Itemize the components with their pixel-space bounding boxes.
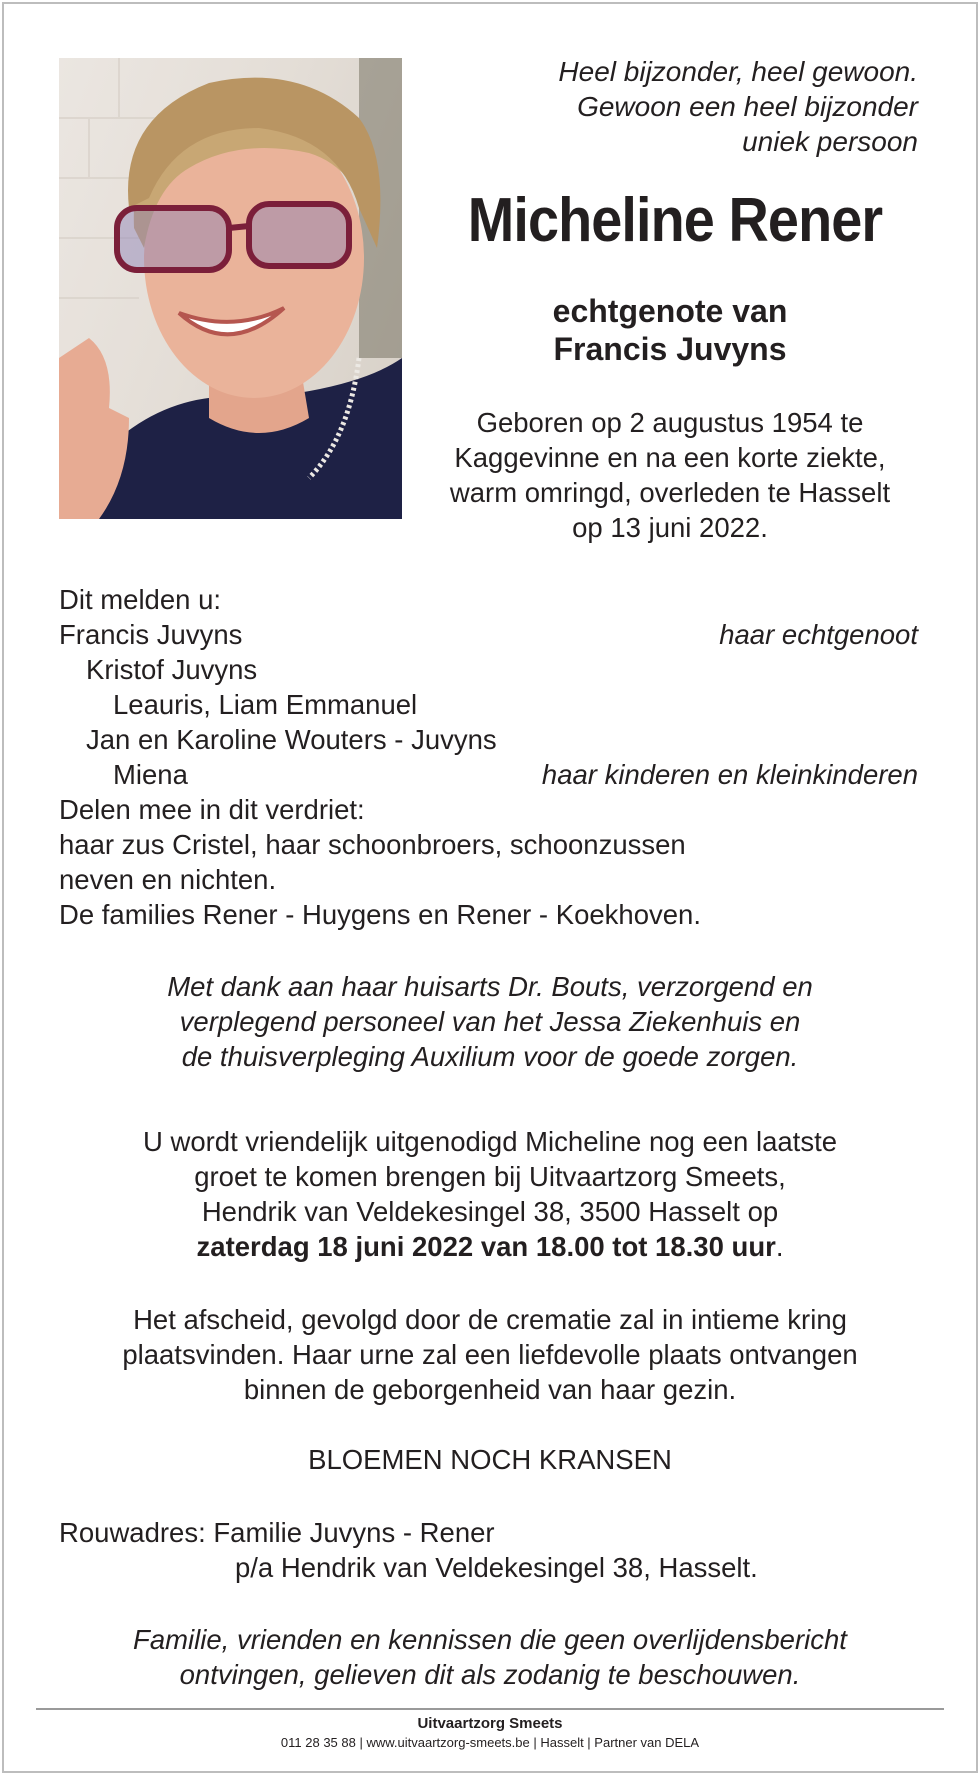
share-intro: Delen mee in dit verdriet: (59, 794, 365, 825)
quote-line: Heel bijzonder, heel gewoon. (558, 56, 918, 87)
thanks-line: de thuisverpleging Auxilium voor de goede zorgen. (181, 1041, 799, 1072)
memorial-quote (478, 54, 918, 159)
info-line: warm omringd, overleden te Hasselt (449, 477, 891, 508)
flowers-notice: BLOEMEN NOCH KRANSEN (308, 1444, 672, 1475)
thanks-block (59, 969, 921, 1074)
children-role: haar kinderen en kleinkinderen (541, 759, 918, 790)
mourning-address: Rouwadres: Familie Juvyns - Rener (59, 1517, 495, 1548)
funeral-home-name: Uitvaartzorg Smeets (417, 1715, 563, 1732)
grandchildren-names: Leauris, Liam Emmanuel (113, 689, 418, 720)
invite-line: groet te komen brengen bij Uitvaartzorg Smeets, (194, 1161, 786, 1192)
invite-line: U wordt vriendelijk uitgenodigd Micheline nog een laatste (142, 1126, 838, 1157)
info-line: Kaggevinne en na een korte ziekte, (454, 442, 886, 473)
mourning-address-street: p/a Hendrik van Veldekesingel 38, Hasselt. (235, 1552, 758, 1583)
invite-line: Hendrik van Veldekesingel 38, 3500 Hasselt op (201, 1196, 779, 1227)
invite-date-end: . (775, 1231, 784, 1262)
spouse-block (410, 292, 930, 368)
birth-death-info (410, 405, 930, 545)
farewell-line: binnen de geborgenheid van haar gezin. (243, 1374, 737, 1405)
portrait-illustration (59, 58, 402, 519)
quote-line: uniek persoon (742, 126, 918, 157)
child-name: Kristof Juvyns (86, 654, 258, 685)
spouse-name: Francis Juvyns (553, 331, 787, 367)
grandchild-name: Miena (113, 759, 188, 790)
spouse-line: echtgenote van (552, 293, 788, 329)
funeral-home-details: 011 28 35 88 | www.uitvaartzorg-smeets.be | Hasselt | Partner van DELA (280, 1735, 700, 1750)
closing-notice (59, 1622, 921, 1692)
deceased-name: Micheline Rener (467, 186, 883, 255)
share-line: neven en nichten. (59, 864, 277, 895)
invitation-block (59, 1124, 921, 1264)
farewell-block (59, 1302, 921, 1407)
share-line: haar zus Cristel, haar schoonbroers, schoonzussen (59, 829, 686, 860)
husband-role: haar echtgenoot (719, 619, 918, 650)
info-line: Geboren op 2 augustus 1954 te (476, 407, 864, 438)
invite-date: zaterdag 18 juni 2022 van 18.00 tot 18.30 uur (196, 1231, 776, 1262)
notice-line: ontvingen, gelieven dit als zodanig te beschouwen. (179, 1659, 801, 1690)
share-line: De families Rener - Huygens en Rener - Koekhoven. (59, 899, 701, 930)
announce-intro: Dit melden u: (59, 584, 222, 615)
husband-name: Francis Juvyns (59, 619, 243, 650)
footer-divider (36, 1708, 944, 1710)
notice-line: Familie, vrienden en kennissen die geen overlijdensbericht (133, 1624, 847, 1655)
farewell-line: plaatsvinden. Haar urne zal een liefdevolle plaats ontvangen (122, 1339, 858, 1370)
thanks-line: Met dank aan haar huisarts Dr. Bouts, verzorgend en (167, 971, 813, 1002)
info-line: op 13 juni 2022. (572, 512, 768, 543)
farewell-line: Het afscheid, gevolgd door de crematie zal in intieme kring (133, 1304, 847, 1335)
thanks-line: verplegend personeel van het Jessa Ziekenhuis en (179, 1006, 801, 1037)
child-name: Jan en Karoline Wouters - Juvyns (86, 724, 497, 755)
invite-date-line (59, 1229, 921, 1264)
portrait-photo (59, 58, 402, 519)
quote-line: Gewoon een heel bijzonder (577, 91, 918, 122)
